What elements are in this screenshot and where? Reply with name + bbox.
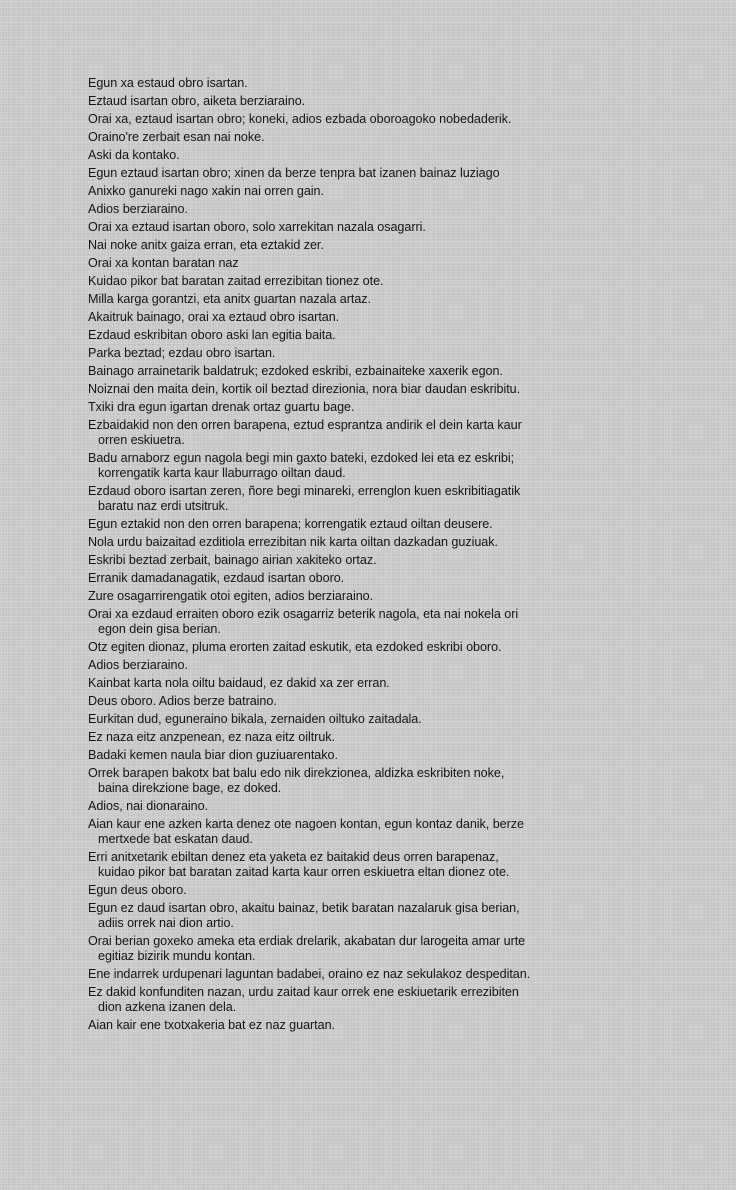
text-line: Oraino're zerbait esan nai noke.	[88, 130, 265, 144]
text-line: Orai xa kontan baratan naz	[88, 256, 239, 270]
text-line: Adios berziaraino.	[88, 202, 188, 216]
text-line: Zure osagarrirengatik otoi egiten, adios berziaraino.	[88, 589, 374, 603]
text-line: Milla karga gorantzi, eta anitx guartan nazala artaz.	[88, 292, 371, 306]
text-line: Erranik damadanagatik, ezdaud isartan oboro.	[88, 571, 345, 585]
text-line: Otz egiten dionaz, pluma erorten zaitad eskutik, eta ezdoked eskribi oboro.	[88, 640, 502, 654]
text-line: Egun ez daud isartan obro, akaitu bainaz, betik baratan nazalaruk gisa berian, adiis orrek nai dion artio.	[88, 901, 520, 930]
text-line: Eztaud isartan obro, aiketa berziaraino.	[88, 94, 306, 108]
text-line: Egun eztakid non den orren barapena; korrengatik eztaud oiltan deusere.	[88, 517, 493, 531]
text-line: Eskribi beztad zerbait, bainago airian xakiteko ortaz.	[88, 553, 377, 567]
text-line: Bainago arrainetarik baldatruk; ezdoked eskribi, ezbainaiteke xaxerik egon.	[88, 364, 503, 378]
letter-text	[88, 76, 538, 1036]
text-line: Ez naza eitz anzpenean, ez naza eitz oiltruk.	[88, 730, 335, 744]
text-line: Erri anitxetarik ebiltan denez eta yaketa ez baitakid deus orren barapenaz, kuidao pikor bat baratan zaitad karta kaur orren eskiuetra eltan dionez ote.	[88, 850, 510, 879]
text-line: Aian kair ene txotxakeria bat ez naz guartan.	[88, 1018, 335, 1032]
text-line: Badaki kemen naula biar dion guziuarentako.	[88, 748, 338, 762]
text-line: Ez dakid konfunditen nazan, urdu zaitad kaur orrek ene eskiuetarik errezibiten dion azkena izanen dela.	[88, 985, 519, 1014]
text-line: Orai berian goxeko ameka eta erdiak drelarik, akabatan dur larogeita amar urte egitiaz bizirik mundu kontan.	[88, 934, 526, 963]
text-line: Ezbaidakid non den orren barapena, eztud esprantza andirik el dein karta kaur orren eskiuetra.	[88, 418, 522, 447]
text-line: Kainbat karta nola oiltu baidaud, ez dakid xa zer erran.	[88, 676, 390, 690]
text-line: Kuidao pikor bat baratan zaitad errezibitan tionez ote.	[88, 274, 384, 288]
text-line: Deus oboro. Adios berze batraino.	[88, 694, 277, 708]
text-line: Ezdaud eskribitan oboro aski lan egitia baita.	[88, 328, 336, 342]
text-line: Aian kaur ene azken karta denez ote nagoen kontan, egun kontaz danik, berze mertxede bat eskatan daud.	[88, 817, 524, 846]
text-line: Nola urdu baizaitad ezditiola errezibitan nik karta oiltan dazkadan guziuak.	[88, 535, 498, 549]
text-line: Adios berziaraino.	[88, 658, 188, 672]
text-line: Anixko ganureki nago xakin nai orren gain.	[88, 184, 324, 198]
text-line: Orai xa eztaud isartan oboro, solo xarrekitan nazala osagarri.	[88, 220, 426, 234]
text-line: Aski da kontako.	[88, 148, 180, 162]
text-line: Akaitruk bainago, orai xa eztaud obro isartan.	[88, 310, 340, 324]
text-line: Orrek barapen bakotx bat balu edo nik direkzionea, aldizka eskribiten noke, baina direkzione bage, ez doked.	[88, 766, 505, 795]
text-line: Egun xa estaud obro isartan.	[88, 76, 248, 90]
text-line: Nai noke anitx gaiza erran, eta eztakid zer.	[88, 238, 324, 252]
text-line: Ezdaud oboro isartan zeren, ñore begi minareki, errenglon kuen eskribitiagatik baratu naz erdi utsitruk.	[88, 484, 521, 513]
text-line: Orai xa ezdaud erraiten oboro ezik osagarriz beterik nagola, eta nai nokela ori egon dein gisa berian.	[88, 607, 519, 636]
text-line: Orai xa, eztaud isartan obro; koneki, adios ezbada oboroagoko nobedaderik.	[88, 112, 512, 126]
text-line: Adios, nai dionaraino.	[88, 799, 209, 813]
text-line: Noiznai den maita dein, kortik oil beztad direzionia, nora biar daudan eskribitu.	[88, 382, 521, 396]
text-line: Txiki dra egun igartan drenak ortaz guartu bage.	[88, 400, 355, 414]
text-line: Parka beztad; ezdau obro isartan.	[88, 346, 276, 360]
text-line: Egun deus oboro.	[88, 883, 187, 897]
text-line: Badu arnaborz egun nagola begi min gaxto bateki, ezdoked lei eta ez eskribi; korrengatik karta kaur llaburrago oiltan daud.	[88, 451, 515, 480]
text-line: Egun eztaud isartan obro; xinen da berze tenpra bat izanen bainaz luziago	[88, 166, 500, 180]
text-line: Ene indarrek urdupenari laguntan badabei, oraino ez naz sekulakoz despeditan.	[88, 967, 531, 981]
text-line: Eurkitan dud, eguneraino bikala, zernaiden oiltuko zaitadala.	[88, 712, 422, 726]
